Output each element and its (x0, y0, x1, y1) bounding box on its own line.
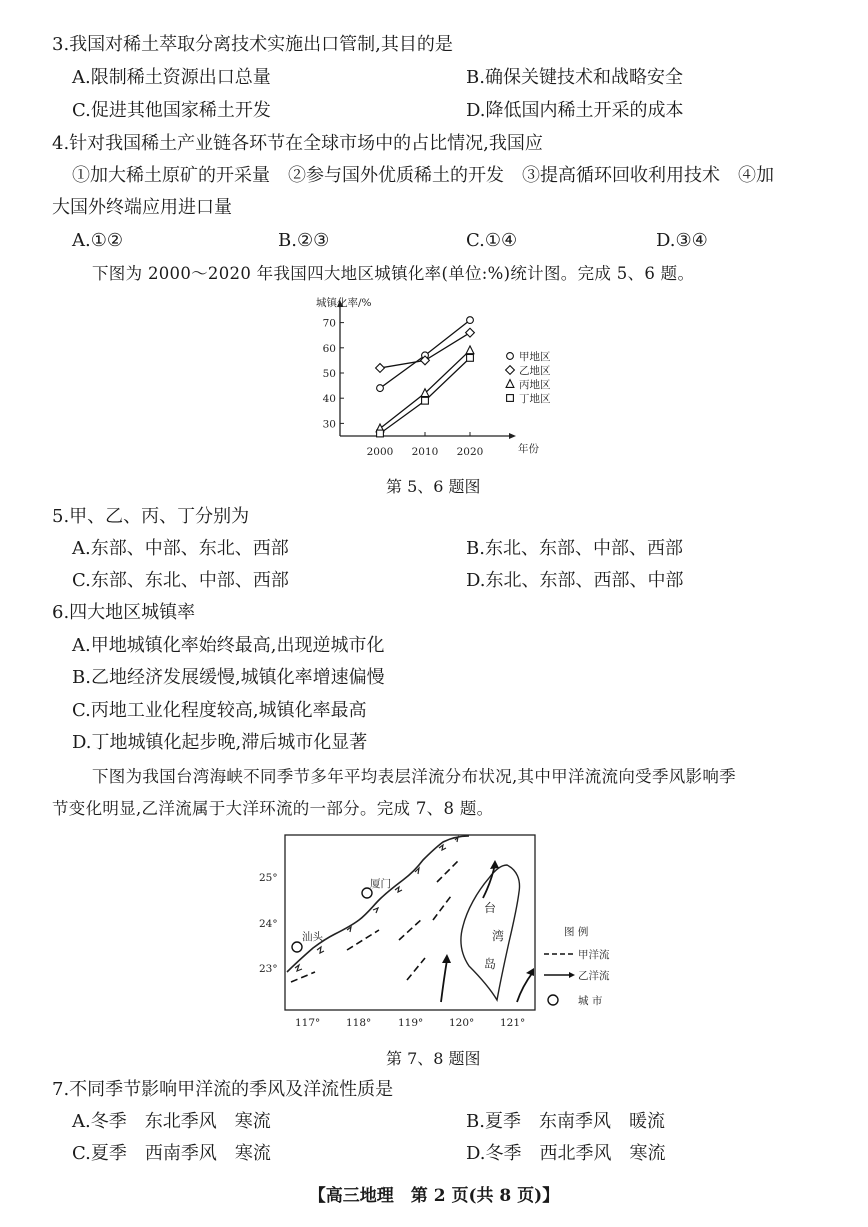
q6-option-b[interactable]: B.乙地经济发展缓慢,城镇化率增速偏慢 (72, 667, 385, 688)
city-marker-shantou (292, 942, 302, 952)
island-label-2: 湾 (492, 929, 505, 943)
figure-7-8-caption: 第 7、8 题图 (386, 1049, 481, 1068)
q6-stem: 6.四大地区城镇率 (52, 602, 196, 623)
data-point-series2-2000 (376, 364, 385, 373)
q6-option-a[interactable]: A.甲地城镇化率始终最高,出现逆城市化 (72, 635, 385, 656)
figure-5-6-caption: 第 5、6 题图 (386, 477, 481, 496)
data-point-series4-2010 (422, 397, 429, 404)
x-tick-label-2010: 2010 (411, 446, 439, 458)
legend-marker-4 (507, 395, 514, 402)
lon-label-117: 117° (295, 1017, 321, 1029)
legend-city: 城 市 (578, 995, 603, 1007)
taiwan-island-outline (461, 865, 520, 1000)
q5-option-a[interactable]: A.东部、中部、东北、西部 (72, 538, 289, 559)
q4-items-line1: ①加大稀土原矿的开采量 ②参与国外优质稀土的开发 ③提高循环回收利用技术 ④加 (72, 165, 774, 186)
q3-option-d[interactable]: D.降低国内稀土开采的成本 (466, 100, 684, 121)
y-tick-label-70: 70 (322, 317, 336, 330)
lat-label-25: 25° (259, 872, 278, 884)
q4-option-d[interactable]: D.③④ (656, 230, 708, 251)
intro-5-6: 下图为 2000～2020 年我国四大地区城镇化率(单位:%)统计图。完成 5、6 题。 (92, 264, 695, 283)
data-point-series1-2020 (467, 317, 474, 324)
q5-stem: 5.甲、乙、丙、丁分别为 (52, 506, 250, 527)
lat-label-23: 23° (259, 963, 278, 975)
q4-option-c[interactable]: C.①④ (466, 230, 518, 251)
data-point-series3-2020 (466, 346, 474, 354)
lon-label-120: 120° (449, 1017, 475, 1029)
q7-option-d[interactable]: D.冬季 西北季风 寒流 (466, 1143, 666, 1164)
x-tick-label-2000: 2000 (366, 446, 394, 458)
q3-option-a[interactable]: A.限制稀土资源出口总量 (72, 67, 271, 88)
q4-items-line2: 大国外终端应用进口量 (52, 197, 232, 218)
legend-label-2: 乙地区 (519, 365, 551, 377)
city-label-shantou: 汕头 (302, 931, 323, 943)
lon-label-119: 119° (398, 1017, 424, 1029)
q3-stem: 3.我国对稀土萃取分离技术实施出口管制,其目的是 (52, 34, 453, 55)
legend-current-b: 乙洋流 (578, 970, 610, 982)
y-tick-label-60: 60 (322, 342, 336, 355)
legend-title: 图 例 (564, 926, 589, 938)
q6-option-c[interactable]: C.丙地工业化程度较高,城镇化率最高 (72, 700, 367, 721)
mainland-coastline (287, 836, 469, 972)
map-frame (285, 835, 535, 1010)
q5-option-d[interactable]: D.东北、东部、西部、中部 (466, 570, 684, 591)
lat-label-24: 24° (259, 918, 278, 930)
intro-7-8-line2: 节变化明显,乙洋流属于大洋环流的一部分。完成 7、8 题。 (52, 799, 494, 818)
q7-option-b[interactable]: B.夏季 东南季风 暖流 (466, 1111, 665, 1132)
data-point-series2-2020 (466, 328, 475, 337)
island-label-1: 台 (484, 901, 497, 915)
x-axis-label: 年份 (518, 443, 539, 455)
legend-label-3: 丙地区 (519, 379, 551, 391)
data-point-series4-2000 (377, 430, 384, 437)
y-axis-label: 城镇化率/% (316, 297, 372, 309)
page-footer: 【高三地理 第 2 页(共 8 页)】 (308, 1186, 560, 1206)
q3-option-c[interactable]: C.促进其他国家稀土开发 (72, 100, 271, 121)
urbanization-chart (300, 292, 580, 464)
legend-current-a: 甲洋流 (578, 949, 610, 961)
lon-label-121: 121° (500, 1017, 526, 1029)
legend-marker-2 (506, 366, 515, 375)
y-tick-label-30: 30 (322, 418, 336, 431)
y-tick-label-40: 40 (322, 393, 336, 406)
legend-label-4: 丁地区 (519, 393, 551, 405)
city-label-xiamen: 厦门 (370, 878, 391, 890)
data-point-series4-2020 (467, 354, 474, 361)
q4-option-a[interactable]: A.①② (72, 230, 123, 251)
lon-label-118: 118° (346, 1017, 372, 1029)
x-axis-arrow (509, 433, 516, 439)
q3-option-b[interactable]: B.确保关键技术和战略安全 (466, 67, 683, 88)
x-tick-label-2020: 2020 (456, 446, 484, 458)
data-point-series1-2000 (377, 385, 384, 392)
q6-option-d[interactable]: D.丁地城镇化起步晚,滞后城市化显著 (72, 732, 368, 753)
legend-label-1: 甲地区 (519, 351, 551, 363)
legend-marker-3 (506, 380, 514, 388)
q7-option-c[interactable]: C.夏季 西南季风 寒流 (72, 1143, 271, 1164)
intro-7-8-line1: 下图为我国台湾海峡不同季节多年平均表层洋流分布状况,其中甲洋流流向受季风影响季 (92, 767, 736, 786)
legend-marker-1 (507, 353, 514, 360)
q4-option-b[interactable]: B.②③ (278, 230, 330, 251)
q5-option-b[interactable]: B.东北、东部、中部、西部 (466, 538, 683, 559)
y-tick-label-50: 50 (322, 368, 336, 380)
island-label-3: 岛 (484, 957, 497, 971)
q4-stem: 4.针对我国稀土产业链各环节在全球市场中的占比情况,我国应 (52, 133, 543, 154)
q7-option-a[interactable]: A.冬季 东北季风 寒流 (72, 1111, 271, 1132)
q7-stem: 7.不同季节影响甲洋流的季风及洋流性质是 (52, 1079, 394, 1100)
q5-option-c[interactable]: C.东部、东北、中部、西部 (72, 570, 289, 591)
taiwan-strait-map (255, 830, 625, 1035)
legend-city-marker (548, 995, 558, 1005)
